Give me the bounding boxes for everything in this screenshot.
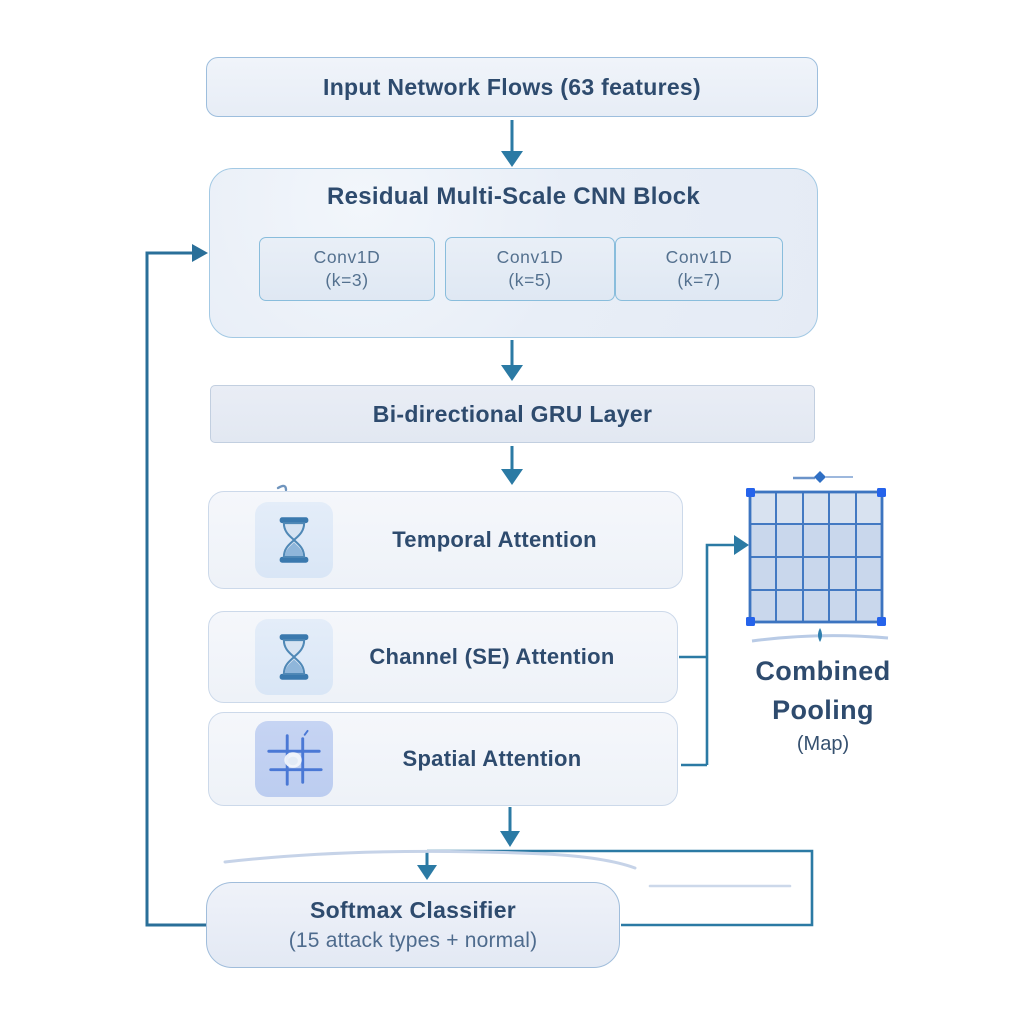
input-flows-label: Input Network Flows (63 features) — [323, 73, 701, 100]
arrow-cnn-to-gru — [501, 340, 523, 381]
grid-icon — [255, 721, 333, 797]
channel-attention-label: Channel (SE) Attention — [369, 644, 615, 669]
node-gru-layer — [210, 385, 815, 443]
softmax-subtitle: (15 attack types + normal) — [288, 929, 538, 953]
pooling-grid-graphic — [746, 488, 886, 626]
pooling-title-line1: Combined — [755, 656, 891, 686]
conv-kernel: (k=3) — [325, 270, 369, 290]
grid-bottom-decoration — [752, 628, 888, 642]
gru-label: Bi-directional GRU Layer — [372, 400, 653, 427]
pooling-title-line2: Pooling — [772, 695, 874, 726]
combined-pooling-label — [692, 652, 954, 756]
conv-kernel: (k=5) — [508, 270, 552, 290]
node-spatial-attention — [208, 712, 678, 806]
hourglass-icon — [255, 619, 333, 695]
arrow-spatial-to-merge — [500, 807, 520, 847]
pooling-subtitle: (Map) — [796, 732, 850, 755]
node-channel-attention — [208, 611, 678, 703]
arrow-merge-to-classifier — [417, 851, 437, 880]
grid-corner-handles — [746, 488, 886, 626]
node-conv1d-k5 — [445, 237, 615, 301]
conv-name: Conv1D — [313, 247, 381, 268]
node-temporal-attention — [208, 491, 683, 589]
feedback-loop — [147, 244, 208, 925]
node-conv1d-k3 — [259, 237, 435, 301]
softmax-title: Softmax Classifier — [309, 897, 517, 924]
node-softmax-classifier — [206, 882, 620, 968]
arrow-gru-to-attention — [501, 446, 523, 485]
node-input-flows — [206, 57, 818, 117]
arrow-input-to-cnn — [501, 120, 523, 167]
node-cnn-block — [209, 168, 818, 338]
node-conv1d-k7 — [615, 237, 783, 301]
hourglass-icon — [255, 502, 333, 578]
conv-kernel: (k=7) — [677, 270, 721, 290]
conv-name: Conv1D — [496, 247, 564, 268]
grid-top-decoration — [793, 471, 853, 483]
temporal-attention-label: Temporal Attention — [392, 527, 597, 552]
conv-row — [210, 237, 817, 299]
spatial-attention-label: Spatial Attention — [402, 746, 582, 771]
cnn-block-title: Residual Multi-Scale CNN Block — [326, 183, 701, 210]
conv-name: Conv1D — [665, 247, 733, 268]
